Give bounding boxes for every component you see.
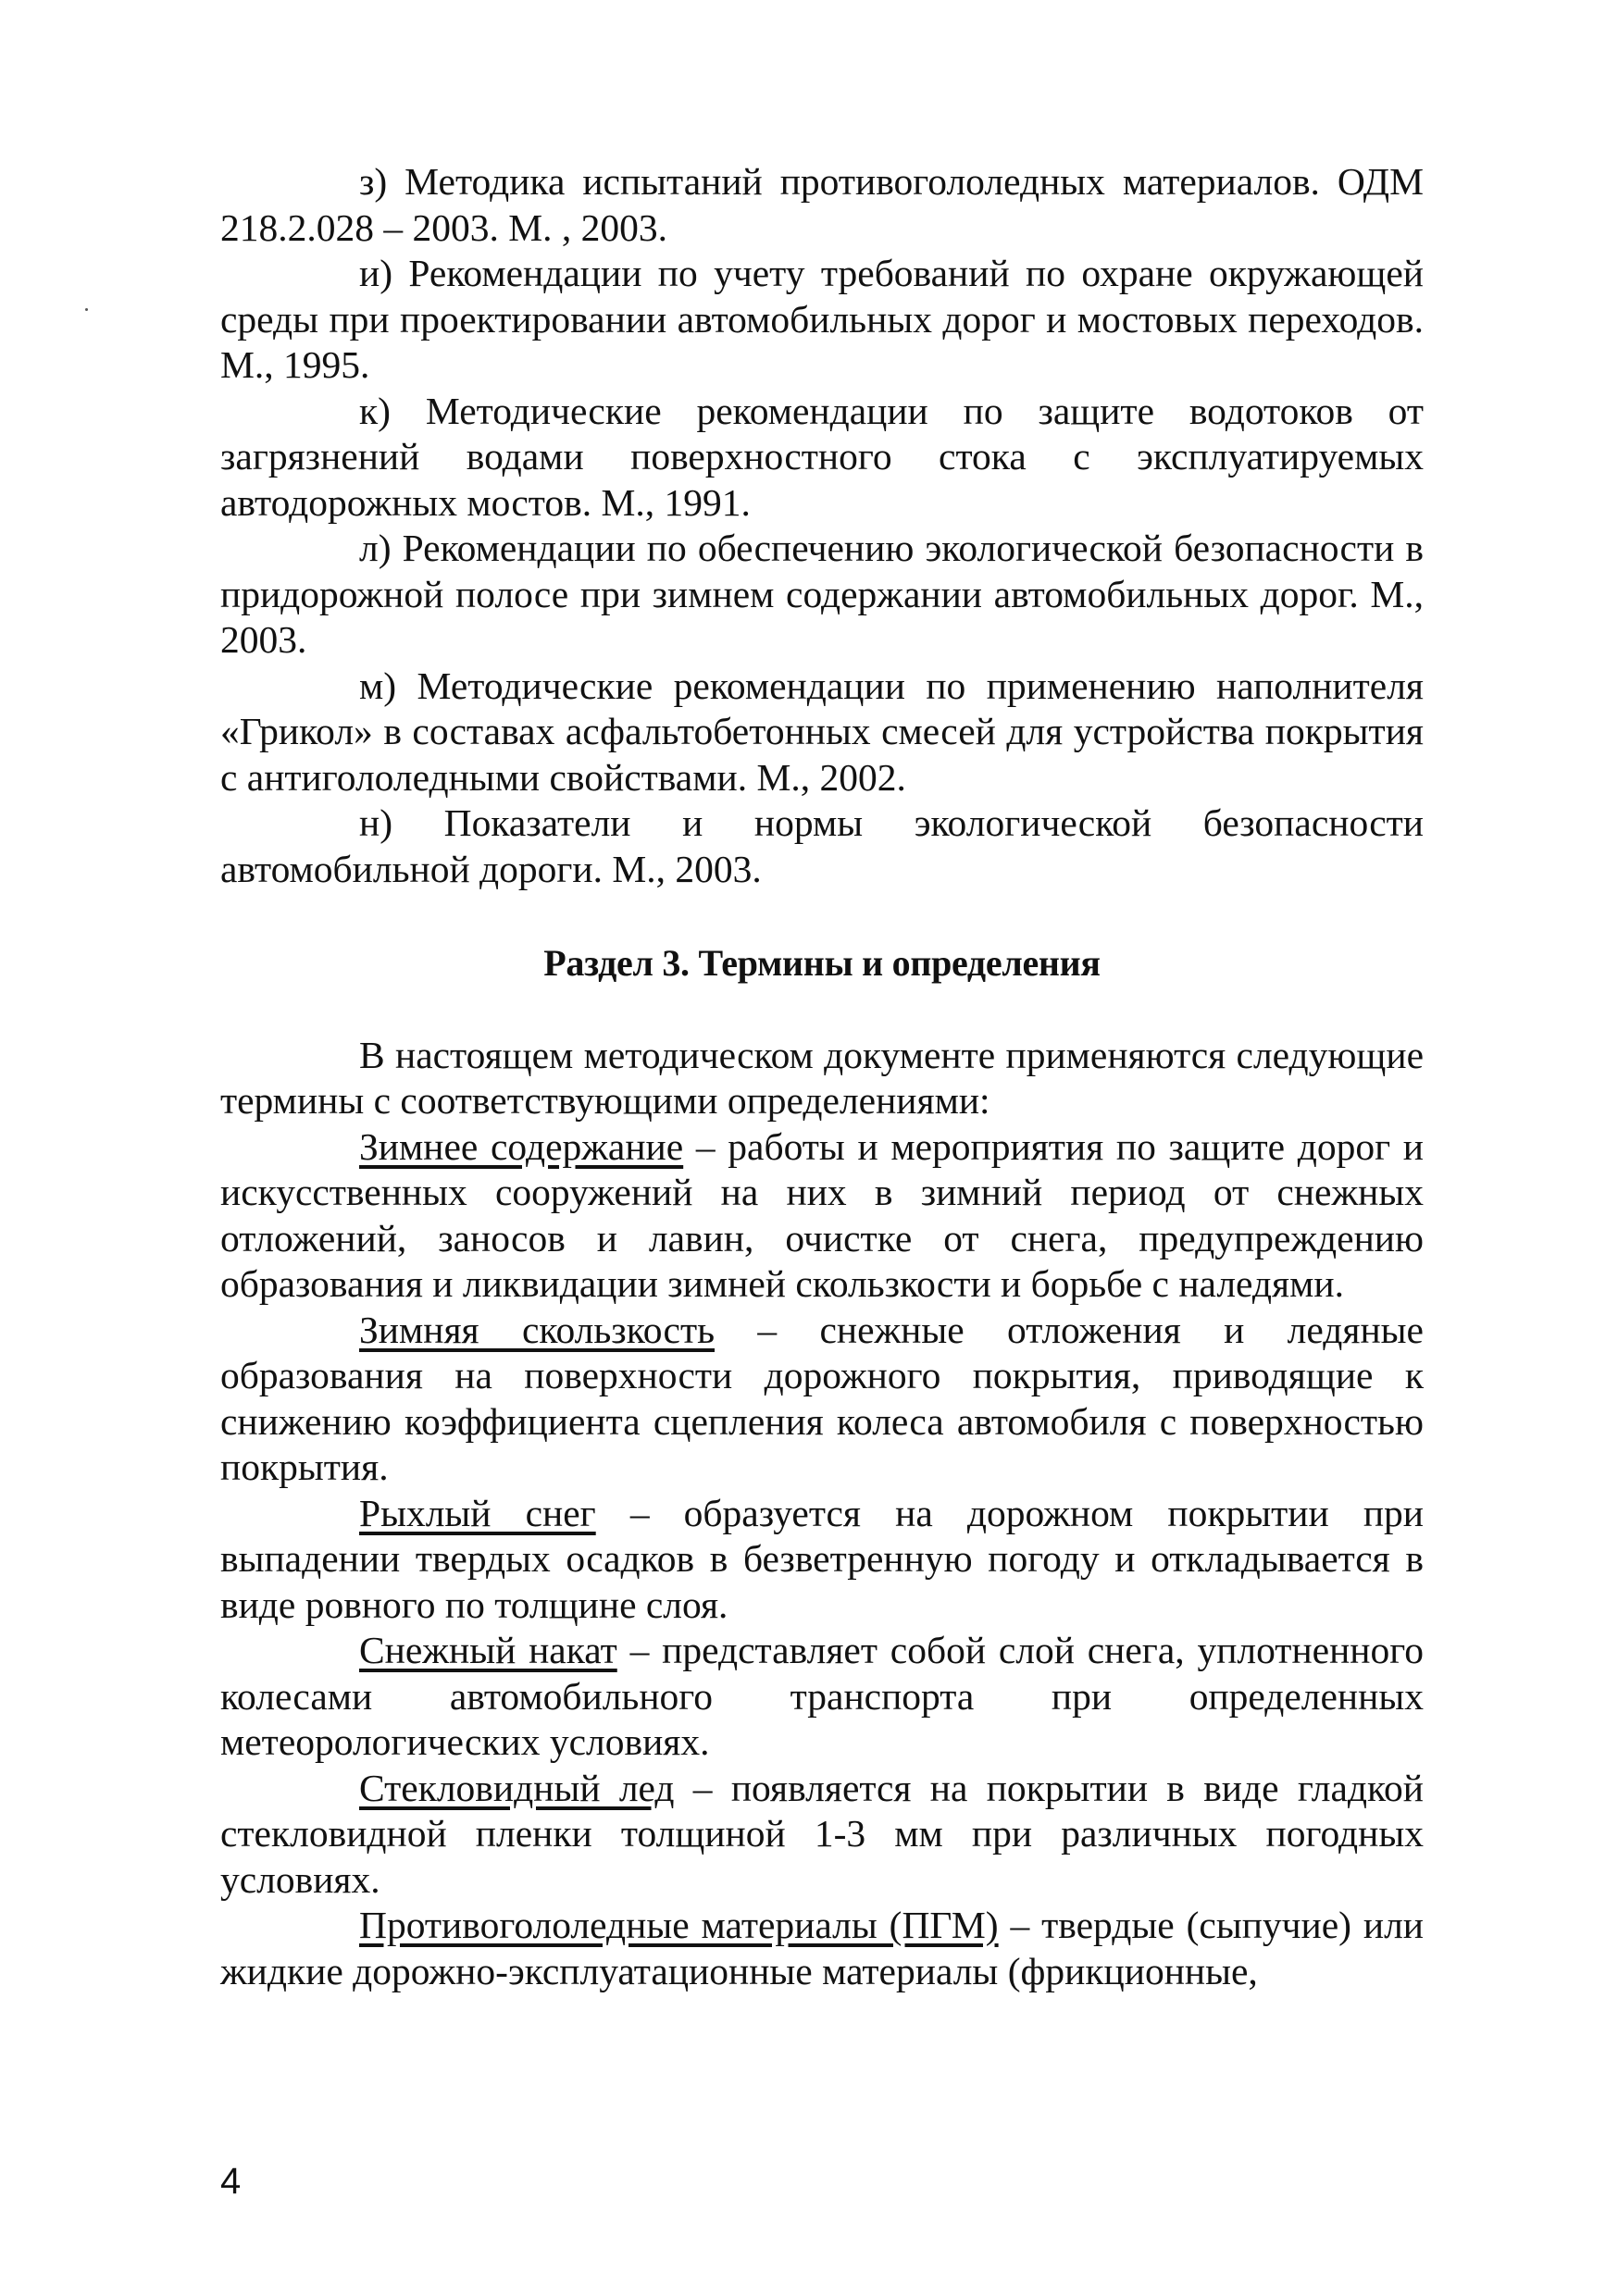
reference-item: к) Методические рекомендации по защите водотоков от загрязнений водами поверхностного стока с эксплуатируемых автодорожных мостов. М., 1991. <box>220 389 1424 524</box>
reference-item: л) Рекомендации по обеспечению экологической безопасности в придорожной полосе при зимнем содержании автомобильных дорог. М., 2003. <box>220 527 1424 661</box>
definition-paragraph <box>220 1628 1424 1766</box>
definition-text: – образуется на дорожном покрытии при выпадении твердых осадков в безветренную погоду и откладывается в виде ровного по толщине слоя. <box>220 1491 1424 1626</box>
scan-speck <box>85 308 88 311</box>
definition-term: Рыхлый снег <box>359 1491 596 1534</box>
definition-term: Зимняя скользкость <box>359 1308 716 1351</box>
section-heading: Раздел 3. Термины и определения <box>543 942 1101 984</box>
definition-term: Снежный накат <box>359 1629 617 1671</box>
definition-text: – снежные отложения и ледяные образования на поверхности дорожного покрытия, приводящие к снижению коэффициента сцепления колеса автомобиля с поверхностью покрытия. <box>220 1308 1424 1488</box>
definition-text: – появляется на покрытии в виде гладкой стекловидной пленки толщиной 1-3 мм при различных погодных условиях. <box>220 1766 1424 1901</box>
reference-item: з) Методика испытаний противогололедных материалов. ОДМ 218.2.028 – 2003. М. , 2003. <box>220 160 1424 249</box>
page-body <box>220 159 1424 1994</box>
definition-paragraph <box>220 1903 1424 1994</box>
definition-term: Стекловидный лед <box>359 1766 675 1809</box>
definition-text: – работы и мероприятия по защите дорог и искусственных сооружений на них в зимний период от снежных отложений, заносов и лавин, очистке от снега, предупреждению образования и ликвидации зимней скользкости и борьбе с наледями. <box>220 1124 1425 1305</box>
definition-text: – твердые (сыпучие) или жидкие дорожно-эксплуатационные материалы (фрикционные, <box>220 1904 1424 1992</box>
definition-text: – представляет собой слой снега, уплотненного колесами автомобильного транспорта при определенных метеорологических условиях. <box>220 1629 1424 1763</box>
reference-item: м) Методические рекомендации по применению наполнителя «Грикол» в составах асфальтобетонных смесей для устройства покрытия с антигололедными свойствами. М., 2002. <box>220 664 1424 799</box>
definition-paragraph <box>220 1766 1424 1904</box>
intro-paragraph: В настоящем методическом документе применяются следующие термины с соответствующими определениями: <box>220 1033 1424 1122</box>
reference-item: н) Показатели и нормы экологической безопасности автомобильной дороги. М., 2003. <box>220 801 1424 890</box>
page-number: 4 <box>220 2161 242 2202</box>
definition-paragraph <box>220 1124 1424 1308</box>
reference-item: и) Рекомендации по учету требований по охране окружающей среды при проектировании автомобильных дорог и мостовых переходов. М., 1995. <box>220 252 1424 386</box>
definition-term: Противогололедные материалы (ПГМ) <box>359 1904 999 1946</box>
definition-paragraph <box>220 1308 1424 1491</box>
definition-paragraph <box>220 1491 1424 1629</box>
definition-term: Зимнее содержание <box>359 1124 684 1168</box>
